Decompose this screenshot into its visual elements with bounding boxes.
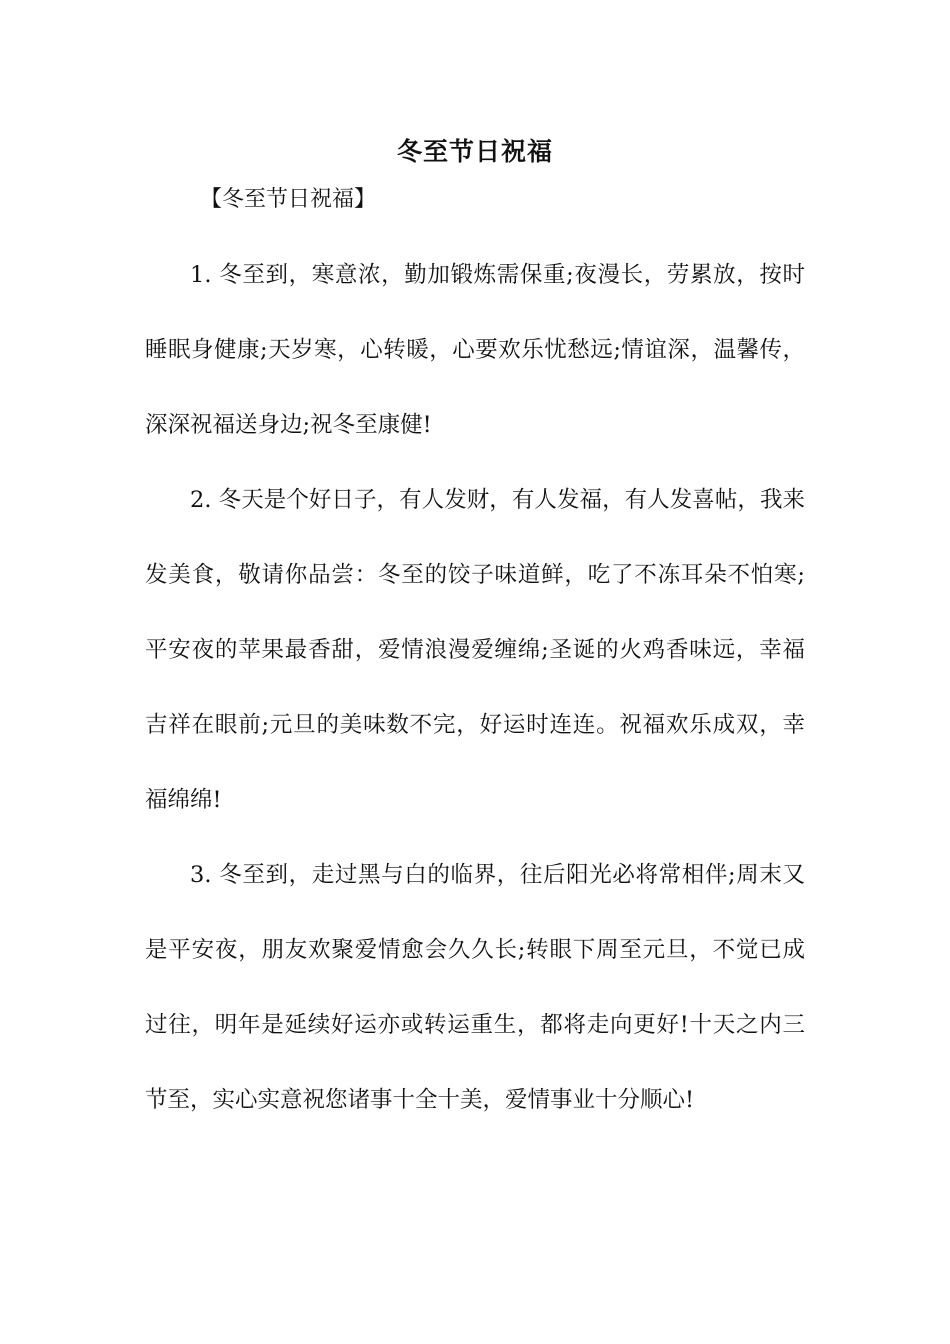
document-subtitle: 【冬至节日祝福】 [200,187,377,212]
paragraph-2: 2. 冬天是个好日子，有人发财，有人发福，有人发喜帖，我来发美食，敬请你品尝：冬至的饺子味道鲜，吃了不冻耳朵不怕寒;平安夜的苹果最香甜，爱情浪漫爱缠绵;圣诞的火鸡香味远，幸福吉祥在眼前;元旦的美味数不完，好运时连连。祝福欢乐成双，幸福绵绵! [145,487,805,813]
document-title: 冬至节日祝福 [396,137,553,166]
paragraph-1: 1. 冬至到，寒意浓，勤加锻炼需保重;夜漫长，劳累放，按时睡眠身健康;天岁寒，心转暖，心要欢乐忧愁远;情谊深，温馨传，深深祝福送身边;祝冬至康健! [145,262,805,438]
paragraph-3: 3. 冬至到，走过黑与白的临界，往后阳光必将常相伴;周末又是平安夜，朋友欢聚爱情愈会久久长;转眼下周至元旦，不觉已成过往，明年是延续好运亦或转运重生，都将走向更好!十天之内三节至，实心实意祝您诸事十全十美，爱情事业十分顺心! [145,862,805,1113]
